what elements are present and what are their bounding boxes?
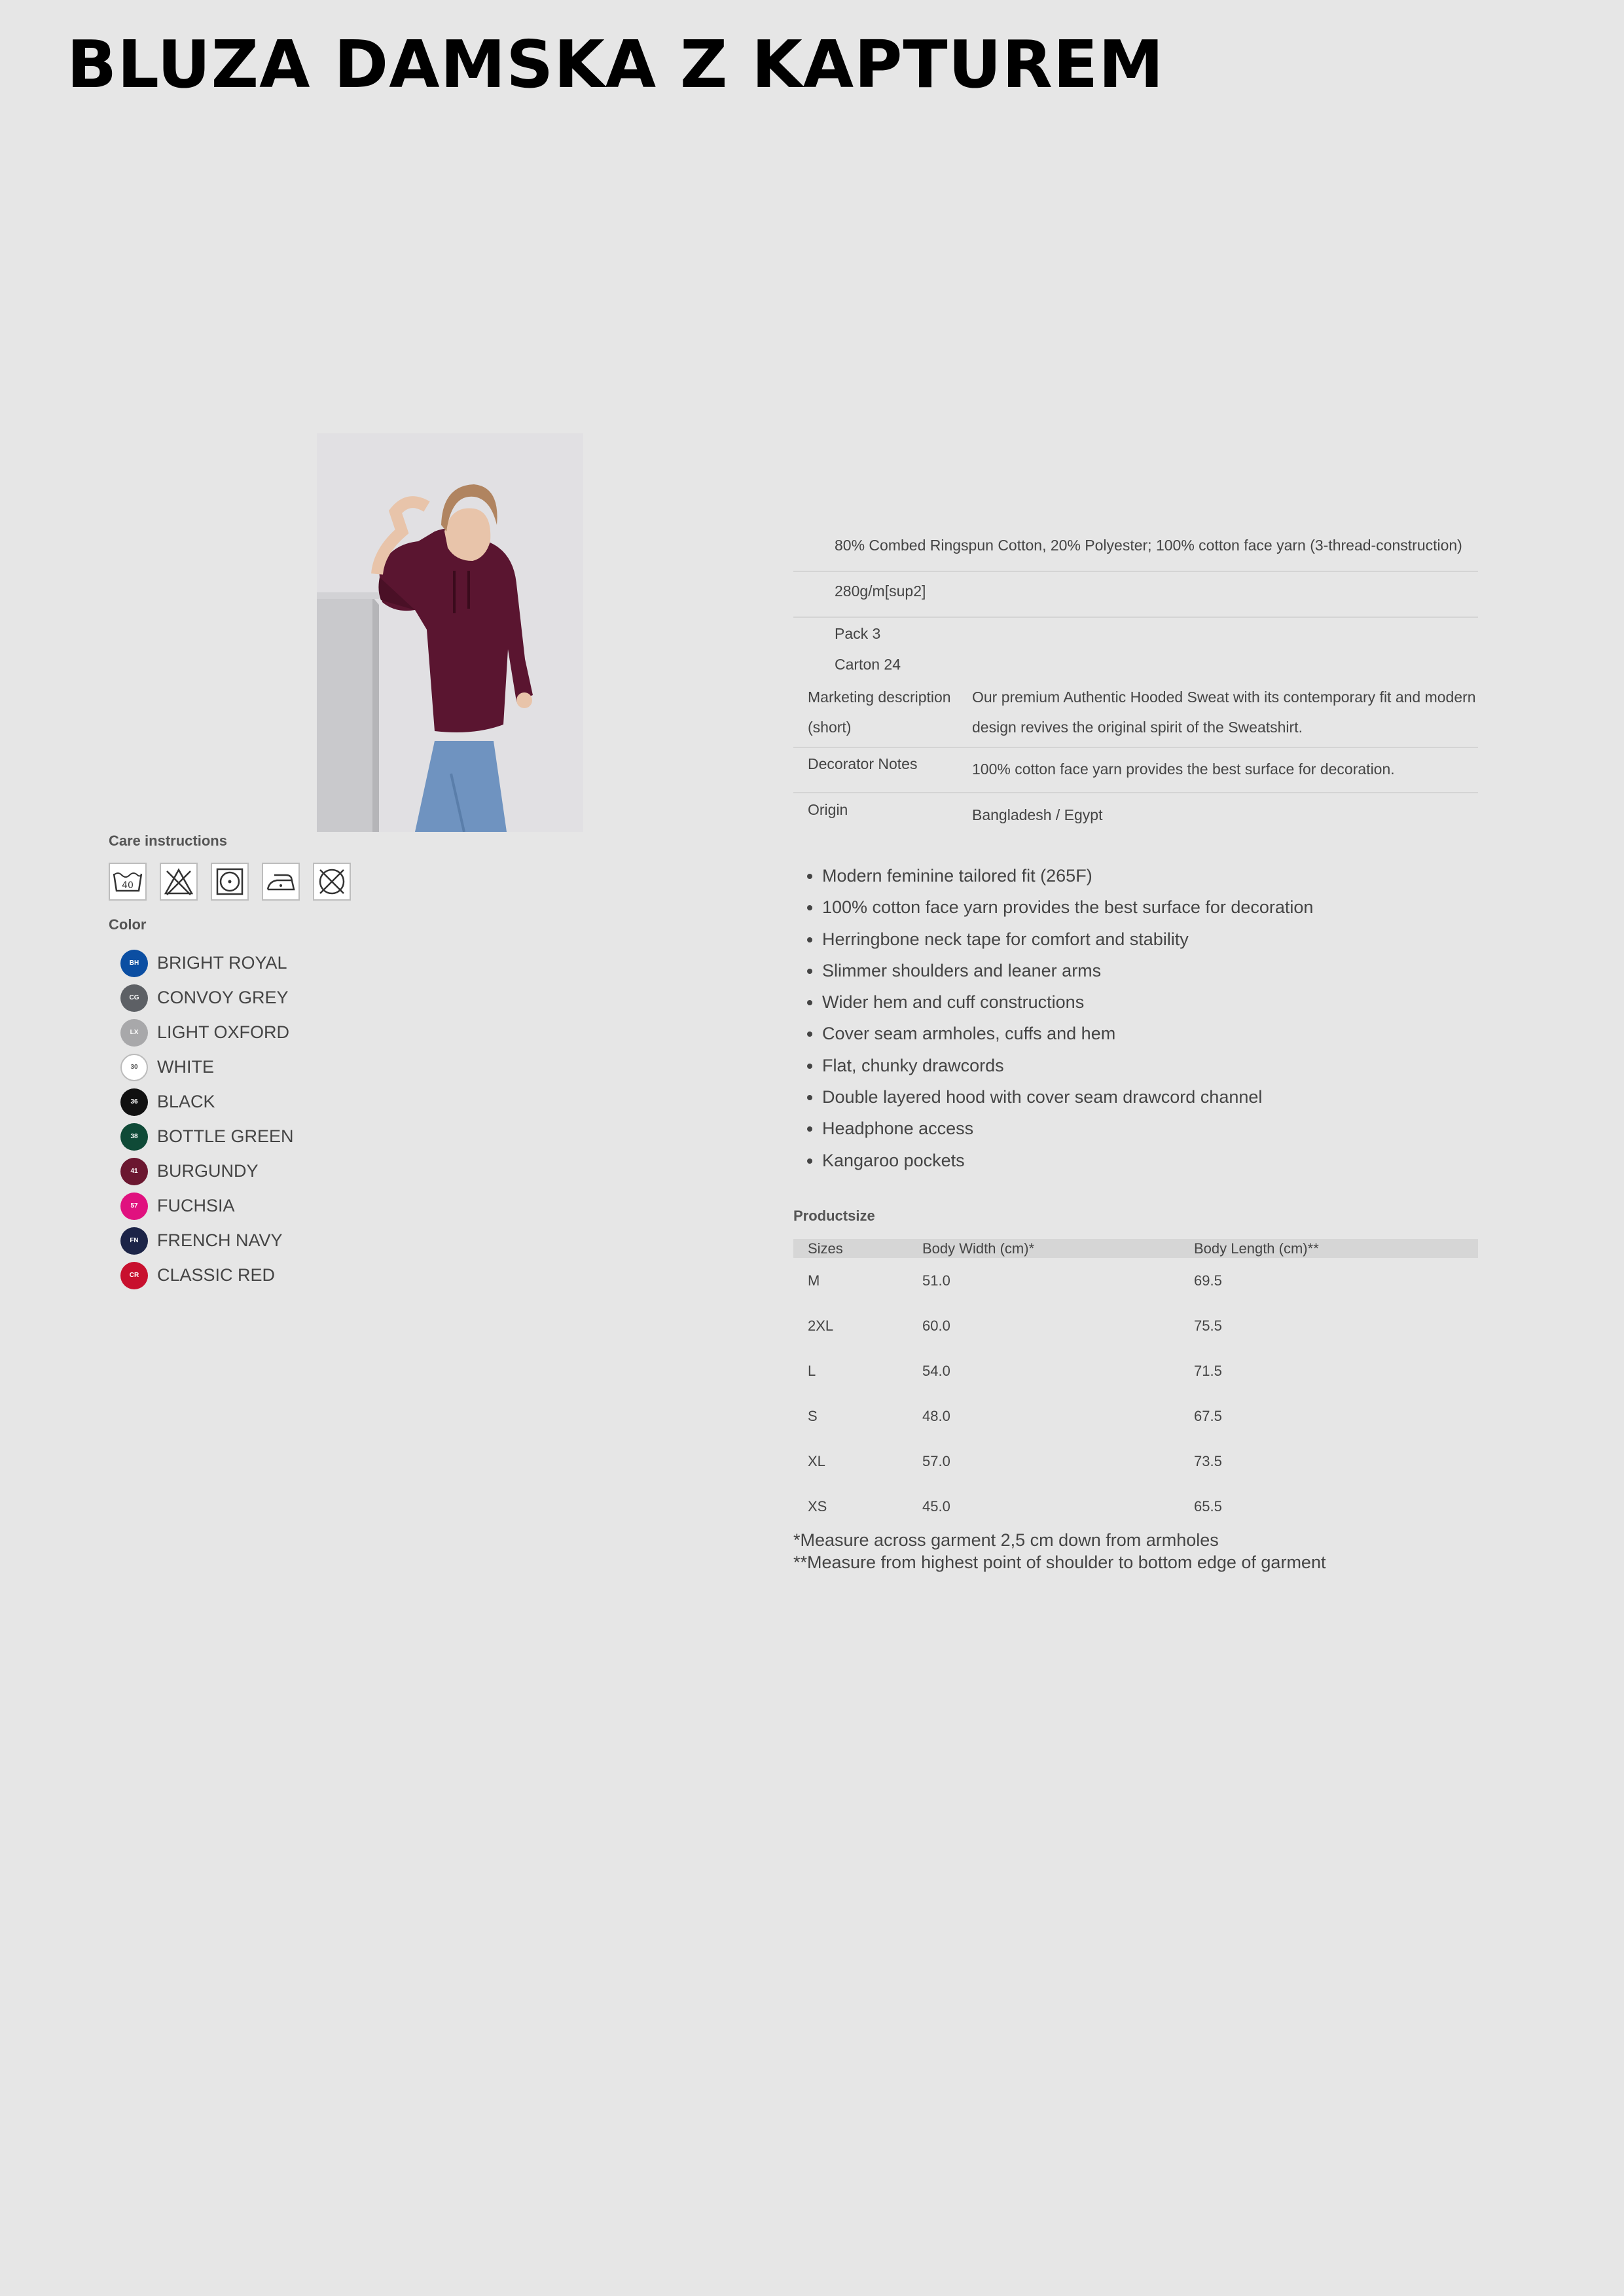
header-body-length: Body Length (cm)**: [1194, 1239, 1478, 1258]
color-item: [120, 980, 294, 1015]
length-cell: 71.5: [1194, 1362, 1222, 1379]
length-cell: 65.5: [1194, 1498, 1222, 1515]
divider: [793, 571, 1478, 572]
origin-key: Origin: [808, 801, 848, 818]
care-instructions-label: Care instructions: [109, 833, 227, 849]
divider: [793, 617, 1478, 618]
color-swatch: 38: [120, 1123, 148, 1151]
color-list: [120, 946, 294, 1293]
color-swatch: 57: [120, 1193, 148, 1220]
width-cell: 57.0: [922, 1452, 950, 1469]
note-length: **Measure from highest point of shoulder to bottom edge of garment: [793, 1552, 1326, 1572]
size-cell: S: [808, 1407, 818, 1424]
table-row: [793, 1258, 1478, 1303]
color-swatch: LX: [120, 1019, 148, 1047]
wash-40-icon: [109, 863, 147, 901]
length-cell: 69.5: [1194, 1272, 1222, 1289]
size-cell: L: [808, 1362, 816, 1379]
width-cell: 48.0: [922, 1407, 950, 1424]
color-name: BLACK: [157, 1092, 215, 1111]
feature-list: [793, 860, 1313, 1176]
iron-icon: [262, 863, 300, 901]
care-icons: [109, 863, 351, 901]
color-name: BURGUNDY: [157, 1161, 259, 1181]
measurement-notes: [793, 1529, 1326, 1573]
feature-item: • Kangaroo pockets: [822, 1145, 1313, 1176]
size-table: [793, 1239, 1478, 1529]
color-swatch: 30: [120, 1054, 148, 1081]
marketing-value: Our premium Authentic Hooded Sweat with its contemporary fit and modern design revives the original spirit of the Sweatshirt.: [972, 689, 1476, 736]
header-sizes: Sizes: [793, 1239, 922, 1258]
length-cell: 73.5: [1194, 1452, 1222, 1469]
color-name: FUCHSIA: [157, 1196, 235, 1215]
size-table-header: [793, 1239, 1478, 1258]
width-cell: 45.0: [922, 1498, 950, 1515]
color-name: FRENCH NAVY: [157, 1230, 283, 1250]
color-item: [120, 1189, 294, 1223]
color-item: [120, 1085, 294, 1119]
color-swatch: FN: [120, 1227, 148, 1255]
color-name: BOTTLE GREEN: [157, 1126, 294, 1146]
table-row: [793, 1393, 1478, 1439]
note-width: *Measure across garment 2,5 cm down from armholes: [793, 1530, 1219, 1550]
feature-item: • Double layered hood with cover seam drawcord channel: [822, 1081, 1313, 1113]
feature-item: • Modern feminine tailored fit (265F): [822, 860, 1313, 891]
productsize-label: Productsize: [793, 1208, 875, 1224]
no-dry-clean-icon: [313, 863, 351, 901]
header-body-width: Body Width (cm)*: [922, 1239, 1194, 1258]
color-name: CLASSIC RED: [157, 1265, 276, 1285]
color-name: CONVOY GREY: [157, 988, 289, 1007]
color-swatch: BH: [120, 950, 148, 977]
width-cell: 54.0: [922, 1362, 950, 1379]
no-bleach-icon: [160, 863, 198, 901]
carton-value: Carton 24: [835, 656, 901, 673]
color-item: [120, 946, 294, 980]
marketing-key: Marketing description (short): [808, 689, 951, 736]
color-item: [120, 1223, 294, 1258]
feature-item: • Flat, chunky drawcords: [822, 1050, 1313, 1081]
table-row: [793, 1303, 1478, 1348]
feature-item: • Cover seam armholes, cuffs and hem: [822, 1018, 1313, 1049]
color-item: [120, 1258, 294, 1293]
color-item: [120, 1015, 294, 1050]
feature-item: • 100% cotton face yarn provides the best surface for decoration: [822, 891, 1313, 923]
color-swatch: 36: [120, 1088, 148, 1116]
divider: [793, 792, 1478, 793]
width-cell: 51.0: [922, 1272, 950, 1289]
woman-in-burgundy-hoodie-photo: [317, 433, 583, 832]
feature-item: • Wider hem and cuff constructions: [822, 986, 1313, 1018]
table-row: [793, 1348, 1478, 1393]
feature-item: • Slimmer shoulders and leaner arms: [822, 955, 1313, 986]
color-item: [120, 1119, 294, 1154]
table-row: [793, 1484, 1478, 1529]
size-cell: XS: [808, 1498, 827, 1515]
length-cell: 67.5: [1194, 1407, 1222, 1424]
color-name: LIGHT OXFORD: [157, 1022, 290, 1042]
color-item: [120, 1154, 294, 1189]
color-swatch: CG: [120, 984, 148, 1012]
decorator-value: 100% cotton face yarn provides the best surface for decoration.: [972, 761, 1395, 778]
color-swatch: 41: [120, 1158, 148, 1185]
page-title: BLUZA DAMSKA Z KAPTUREM: [67, 26, 1164, 103]
color-name: WHITE: [157, 1057, 214, 1077]
size-cell: XL: [808, 1452, 825, 1469]
size-cell: M: [808, 1272, 820, 1289]
weight-value: 280g/m[sup2]: [835, 583, 926, 600]
pack-value: Pack 3: [835, 625, 881, 642]
product-photo: [317, 433, 583, 832]
size-cell: 2XL: [808, 1317, 834, 1334]
table-row: [793, 1439, 1478, 1484]
color-name: BRIGHT ROYAL: [157, 953, 287, 973]
color-label: Color: [109, 916, 147, 933]
width-cell: 60.0: [922, 1317, 950, 1334]
decorator-key: Decorator Notes: [808, 755, 918, 772]
composition-value: 80% Combed Ringspun Cotton, 20% Polyester; 100% cotton face yarn (3-thread-construction): [835, 537, 1462, 554]
length-cell: 75.5: [1194, 1317, 1222, 1334]
feature-item: • Headphone access: [822, 1113, 1313, 1144]
color-swatch: CR: [120, 1262, 148, 1289]
divider: [793, 747, 1478, 748]
wash-temp: 40: [122, 880, 134, 891]
color-item: [120, 1050, 294, 1085]
feature-item: • Herringbone neck tape for comfort and stability: [822, 924, 1313, 955]
origin-value: Bangladesh / Egypt: [972, 806, 1103, 823]
tumble-dry-icon: [211, 863, 249, 901]
